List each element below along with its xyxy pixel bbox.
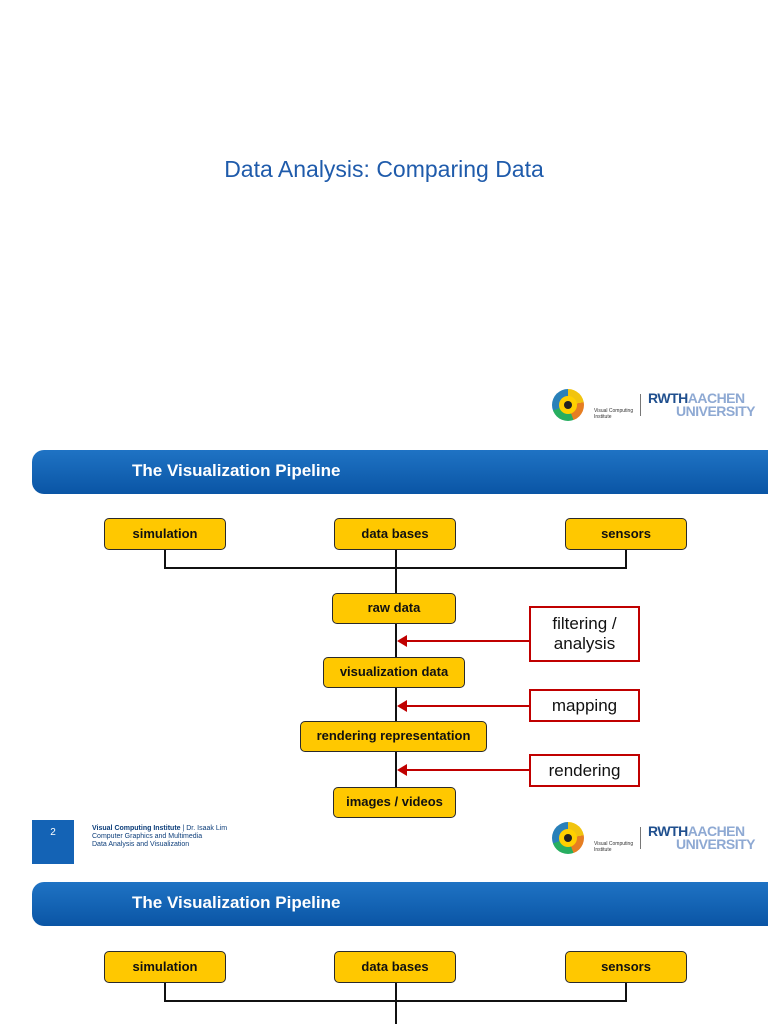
stage-node-rendering-representation: rendering representation xyxy=(300,721,487,752)
process-arrow-line xyxy=(406,705,530,707)
slide-header-banner xyxy=(32,882,768,926)
source-node-sensors: sensors xyxy=(565,518,687,550)
connector xyxy=(395,550,397,594)
logo-group xyxy=(552,388,756,422)
logo-separator xyxy=(640,827,641,849)
stage-node-raw-data: raw data xyxy=(332,593,456,624)
vci-logo-icon xyxy=(552,389,584,421)
vci-logo-icon xyxy=(552,822,584,854)
footer-info: Visual Computing Institute | Dr. Isaak Lim Computer Graphics and Multimedia Data Analysis and Visualization xyxy=(92,825,228,848)
slide-header-banner xyxy=(32,450,768,494)
stage-node-images-videos: images / videos xyxy=(333,787,456,818)
page-number: 2 xyxy=(32,820,74,864)
process-node-rendering: rendering xyxy=(529,754,640,787)
stage-node-visualization-data: visualization data xyxy=(323,657,465,688)
connector xyxy=(625,983,627,1001)
rwth-logo: RWTHAACHEN UNIVERSITY xyxy=(648,390,756,419)
slide-title: Data Analysis: Comparing Data xyxy=(224,156,544,182)
source-node-data-bases: data bases xyxy=(334,518,456,550)
process-arrow-line xyxy=(406,769,530,771)
process-arrow-line xyxy=(406,640,530,642)
arrow-head-icon xyxy=(397,635,407,647)
source-node-simulation: simulation xyxy=(104,518,226,550)
rwth-logo: RWTHAACHEN UNIVERSITY xyxy=(648,823,756,852)
arrow-head-icon xyxy=(397,700,407,712)
logo-separator xyxy=(640,394,641,416)
connector xyxy=(164,550,166,568)
slide-header-title: The Visualization Pipeline xyxy=(132,893,341,912)
vci-logo-text: Visual Computing Institute xyxy=(594,841,634,853)
process-node-filtering-analysis: filtering / analysis xyxy=(529,606,640,662)
arrow-head-icon xyxy=(397,764,407,776)
slide-header-title: The Visualization Pipeline xyxy=(132,461,341,480)
source-node-sensors: sensors xyxy=(565,951,687,983)
source-node-simulation: simulation xyxy=(104,951,226,983)
connector xyxy=(164,983,166,1001)
process-node-mapping: mapping xyxy=(529,689,640,722)
logo-group xyxy=(552,821,756,855)
connector xyxy=(625,550,627,568)
source-node-data-bases: data bases xyxy=(334,951,456,983)
connector xyxy=(395,983,397,1024)
vci-logo-text: Visual Computing Institute xyxy=(594,408,634,420)
